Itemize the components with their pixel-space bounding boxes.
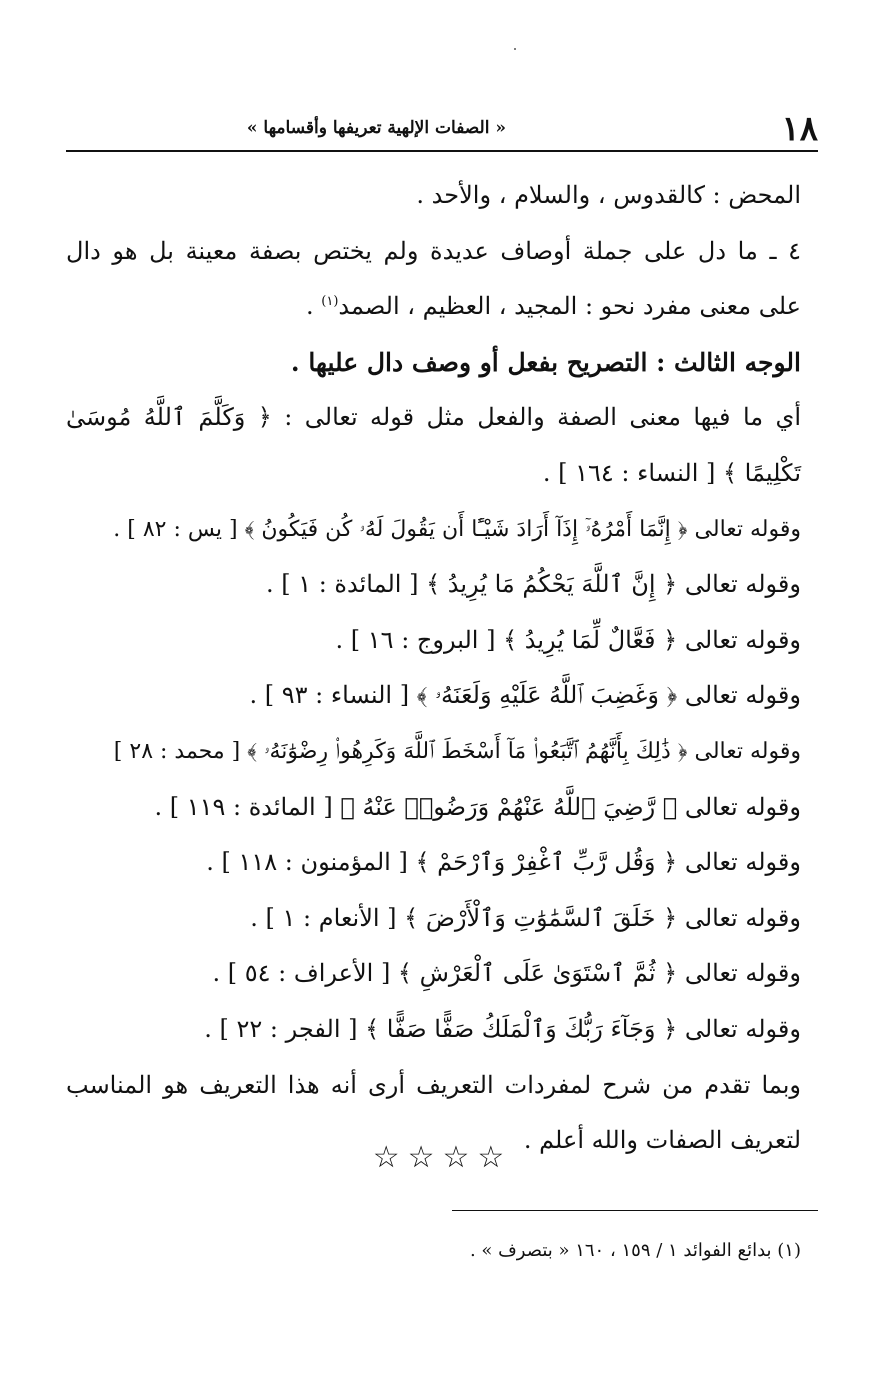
verse-line: وقوله تعالى ﴿ وَجَآءَ رَبُّكَ وَٱلْمَلَكُ صَفًّا صَفًّا ﴾ [ الفجر : ٢٢ ] . [204, 1014, 801, 1043]
verse-line: وقوله تعالى ﴿ فَعَّالٌ لِّمَا يُرِيدُ ﴾ [ البروج : ١٦ ] . [335, 625, 801, 654]
page-body [66, 168, 801, 1169]
body-line-text: على معنى مفرد نحو : المجيد ، العظيم ، الصمد [338, 292, 801, 321]
verse-line: وقوله تعالى ﴿ خَلَقَ ٱلسَّمَٰوَٰتِ وَٱلْأَرْضَ ﴾ [ الأنعام : ١ ] . [250, 903, 801, 932]
footnote-reference[interactable]: (١) [321, 294, 339, 310]
verse-line: وقوله تعالى ﴿ وَغَضِبَ ٱللَّهُ عَلَيْهِ وَلَعَنَهُۥ ﴾ [ النساء : ٩٣ ] . [249, 681, 801, 710]
body-line: تَكْلِيمًا ﴾ [ النساء : ١٦٤ ] . [542, 458, 801, 487]
separator-stars: ☆☆☆☆ [372, 1140, 513, 1175]
section-heading: الوجه الثالث : التصريح بفعل أو وصف دال عليها . [290, 347, 801, 377]
body-line: وبما تقدم من شرح لمفردات التعريف أرى أنه هذا التعريف هو المناسب [66, 1070, 802, 1099]
verse-line: وقوله تعالى ﴿ ذَٰلِكَ بِأَنَّهُمُ ٱتَّبَعُوا۟ مَآ أَسْخَطَ ٱللَّهَ وَكَرِهُوا۟ رِضْوَٰنَهُۥ ﴾ [ محمد : ٢٨ ] [113, 738, 801, 764]
verse-line: وقوله تعالى ﴿ رَّضِيَ ٱللَّهُ عَنْهُمْ وَرَضُوا۟ عَنْهُ ﴾ [ المائدة : ١١٩ ] . [154, 792, 801, 821]
body-line [66, 279, 801, 335]
verse-line: وقوله تعالى ﴿ وَقُل رَّبِّ ٱغْفِرْ وَٱرْحَمْ ﴾ [ المؤمنون : ١١٨ ] . [206, 848, 801, 877]
body-line: لتعريف الصفات والله أعلم . [523, 1126, 801, 1155]
body-line: أي ما فيها معنى الصفة والفعل مثل قوله تعالى : ﴿ وَكَلَّمَ ٱللَّهُ مُوسَىٰ [66, 403, 801, 432]
header-rule [66, 150, 818, 152]
running-title: « الصفات الإلهية تعريفها وأقسامها » [246, 118, 506, 138]
footnote-rule [452, 1210, 818, 1211]
body-line: المحض : كالقدوس ، والسلام ، والأحد . [416, 181, 801, 209]
page-number: ١٨ [781, 109, 818, 149]
verse-line: وقوله تعالى ﴿ إِنَّ ٱللَّهَ يَحْكُمُ مَا يُرِيدُ ﴾ [ المائدة : ١ ] . [265, 570, 801, 599]
body-line: ٤ ـ ما دل على جملة أوصاف عديدة ولم يختص بصفة معينة بل هو دال [66, 236, 801, 265]
page-header [66, 108, 818, 150]
speck [514, 48, 516, 50]
footnote: (١) بدائع الفوائد ١ / ١٥٩ ، ١٦٠ « بتصرف » . [469, 1240, 801, 1261]
verse-line: وقوله تعالى ﴿ إِنَّمَا أَمْرُهُۥٓ إِذَآ أَرَادَ شَيْـًٔا أَن يَقُولَ لَهُۥ كُن فَيَكُونُ ﴾ [ يس : ٨٢ ] . [113, 516, 801, 542]
verse-line: وقوله تعالى ﴿ ثُمَّ ٱسْتَوَىٰ عَلَى ٱلْعَرْشِ ﴾ [ الأعراف : ٥٤ ] . [212, 959, 801, 988]
line-end: . [305, 292, 322, 321]
